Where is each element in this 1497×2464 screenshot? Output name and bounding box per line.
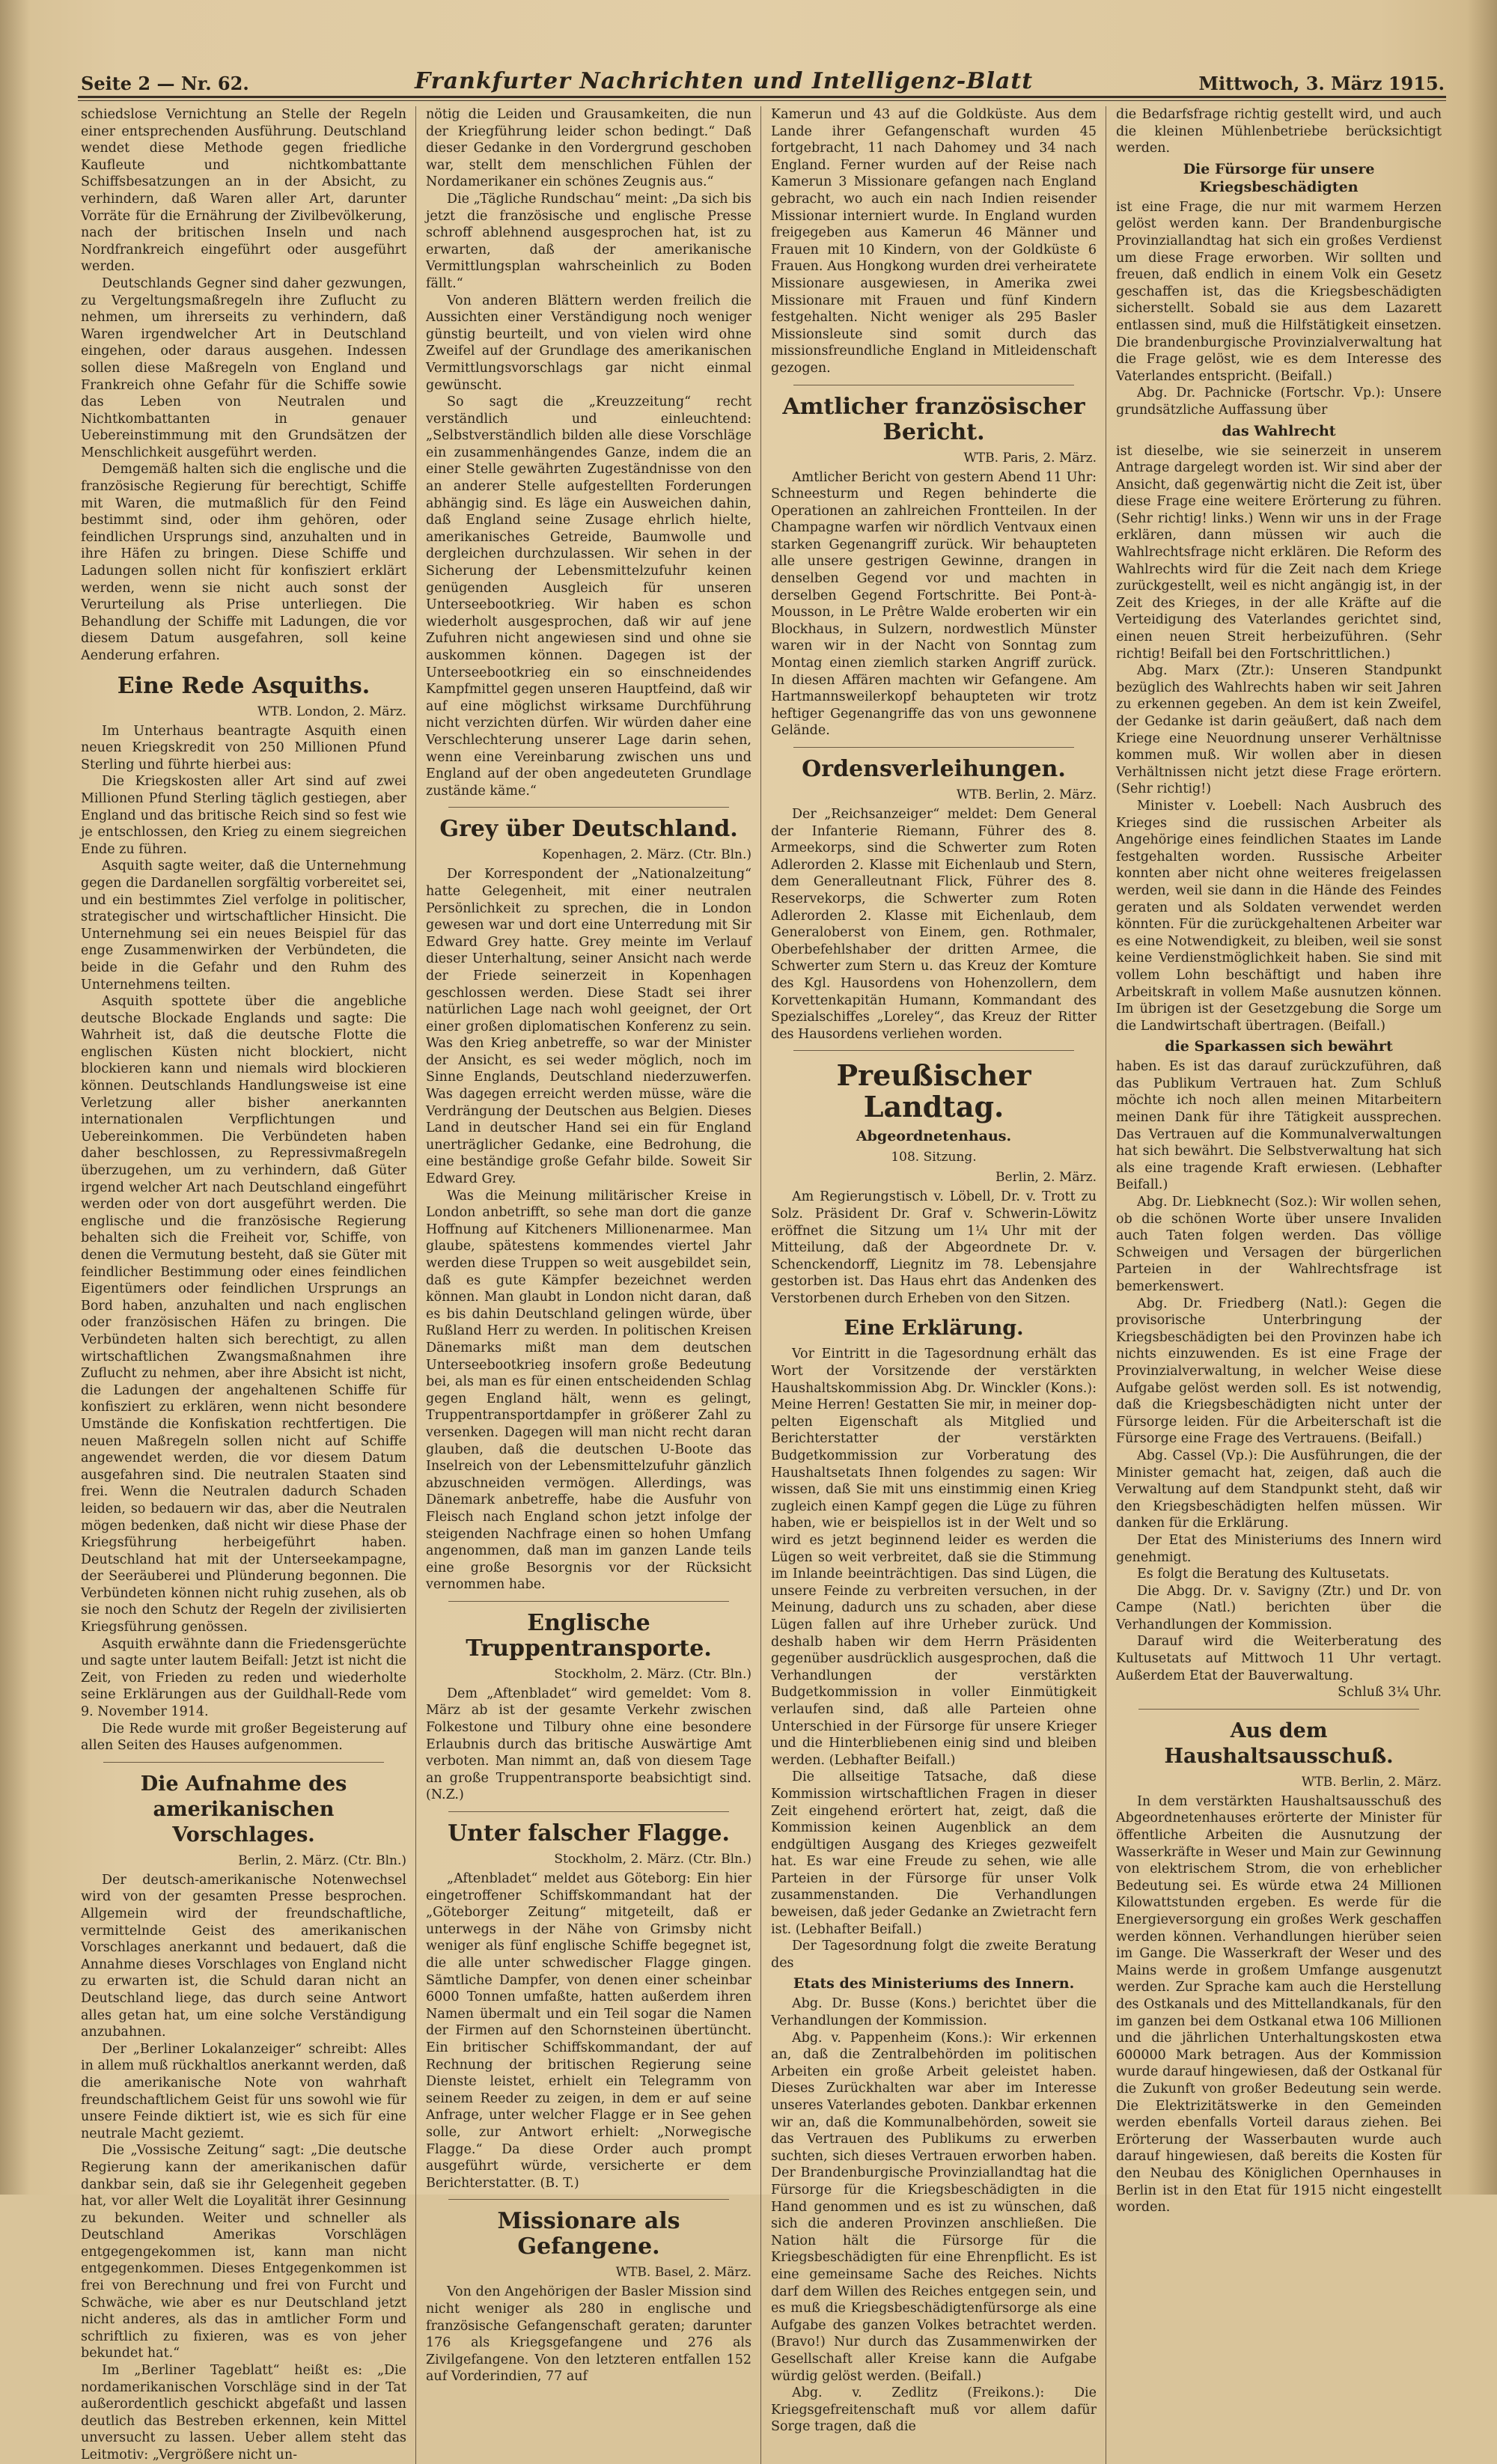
paragraph: „Aftenbladet“ meldet aus Göteborg: Ein hier eingetroffener Schiffskommandant hat der „Göteborger Zeitung“ mitgeteilt, daß er unterwegs in der Nähe von Grimsby nicht weniger als fünf englische Schiffe begegnet ist, die alle unter schwedischer Flagge gingen. Sämtliche Dampfer, von denen einer scheinbar 6000 Tonnen umfaßte, hatten außerdem ihren Namen übermalt und ein Teil sogar die Namen der Firmen auf den Schornsteinen übertüncht. Ein britischer Schiffskommandant, der auf Rechnung der britischen Regierung seine Dienste leistet, erhielt ein Telegramm von seinem Reeder zu zeigen, in dem er auf seine Anfrage, unter welcher Flagge er in See gehen solle, zur Antwort erhielt: „Norwegische Flagge.“ Da diese Order auch prompt ausgeführt würde, versicherte er dem Berichterstatter. (B. T.)	[426, 1871, 751, 2191]
paragraph: Was die Meinung militärischer Kreise in London anbetrifft, so sehe man dort die ganze Hoffnung auf Kitcheners Millionenarmee. Man glaube, spätestens kommendes viertel Jahr werden diese Truppen so weit ausgebildet sein, daß es gute Kämpfer bezeichnet werden können. Man glaubt in London nicht daran, daß es bis dahin Deutschland gelingen würde, über Rußland Herr zu werden. In politischen Kreisen Dänemarks mißt man dem deutschen Unterseebootkrieg insofern große Bedeutung bei, als man es für einen entscheidenden Schlag gegen England hält, wenn es gelingt, Truppentransportdampfer in größerer Zahl zu versenken. Dagegen will man nicht recht daran glauben, daß die deutschen U-Boote das Inselreich von der Lebensmittelzufuhr gänzlich abzuschneiden vermögen. Allerdings, was Dänemark anbetreffe, habe die Ausfuhr von Fleisch nach England schon jetzt infolge der steigenden Nachfrage einen so hohen Umfang angenommen, daß man im ganzen Lande teils eine große Besorgnis vor der Rücksicht vernommen habe.	[426, 1188, 751, 1593]
paragraph: Im „Berliner Tageblatt“ heißt es: „Die nordamerikanischen Vorschläge sind in der Tat außerordentlich geschickt abgefaßt und lassen deutlich das Bestreben erkennen, kein Mittel unversucht zu lassen. Ueber allem steht das Leitmotiv: „Vergrößere nicht un-	[81, 2363, 406, 2463]
dateline: Berlin, 2. März. (Ctr. Bln.)	[238, 1852, 406, 1868]
paragraph: Der „Reichsanzeiger“ meldet: Dem General der Infanterie Riemann, Führer des 8. Armeekorps, sind die Schwerter zum Roten Adlerorden 2. Klasse mit Eichenlaub und Stern, dem Generalleutnant Flick, Führer des 8. Reservekorps, die Schwerter zum Roten Adlerorden 2. Klasse mit Eichenlaub, dem Generaloberst von Einem, gen. Rothmaler, Oberbefehlshaber der dritten Armee, die Schwerter zum Stern u. das Kreuz der Komture des Kgl. Hausordens von Hohenzollern, dem Korvettenkapitän Humann, Kommandant des Spezialschiffes „Loreley“, das Kreuz der Ritter des Hausordens verliehen worden.	[771, 807, 1097, 1042]
page-number: Seite 2 — Nr. 62.	[81, 73, 249, 94]
dateline: Kopenhagen, 2. März. (Ctr. Bln.)	[542, 847, 751, 863]
dateline: WTB. London, 2. März.	[257, 704, 406, 719]
column-4	[1113, 106, 1445, 2464]
paragraph: schiedslose Vernichtung an Stelle der Regeln einer entsprechenden Ausführung. Deutschland wendet diese Methode gegen friedliche Kaufleute und nichtkombattante Schiffsbesatzungen an in der Absicht, zu verhindern, daß Waren aller Art, darunter Vorräte für die Ernährung der Zivilbevölkerung, nach der britischen Inseln und nach Nordfrankreich eingeführt oder ausgeführt werden.	[81, 107, 406, 275]
paragraph: Die „Tägliche Rundschau“ meint: „Da sich bis jetzt die französische und englische Presse schroff ablehnend ausgesprochen hat, ist zu erwarten, daß der amerikanische Vermittlungsplan wahrscheinlich zu Boden fällt.“	[426, 191, 751, 291]
article-heading-grey: Grey über Deutschland.	[439, 816, 738, 843]
paragraph: Amtlicher Bericht von gestern Abend 11 Uhr: Schneesturm und Regen behinderte die Operationen an zahlreichen Frontteilen. In der Champagne warfen wir nördlich Ventvaux einen starken Gegenangriff zurück. Wir behaupteten alle unsere gestrigen Gewinne, drangen in denselben Gegend vor und machten in derselben Gegend Fortschritte. Bei Pont-à-Mousson, in Le Prêtre Walde eroberten wir ein Blockhaus, in Sulzern, nordwestlich Münster waren wir in der Nacht von Sonntag zum Montag einen ziemlich starken Angriff zurück. In diesen Affären machten wir Gefangene. Am Hartmannsweilerkopf behaupteten wir trotz heftiger Gegenangriffe das von uns gewonnene Gelände.	[771, 469, 1097, 739]
paragraph: die Bedarfsfrage richtig gestellt wird, und auch die kleinen Mühlenbetriebe berücksichtigt werden.	[1116, 107, 1442, 156]
article-separator	[448, 1601, 729, 1602]
dateline: Stockholm, 2. März. (Ctr. Bln.)	[554, 1852, 751, 1867]
paragraph: haben. Es ist das darauf zurückzuführen, daß das Publikum Vertrauen hat. Zum Schluß möchte ich noch allen meinen Mitarbeitern meinen Dank für ihre Tätigkeit aussprechen. Das Vertrauen auf die Kommunalverwaltungen hat sich bewährt. Die Selbstverwaltung hat sich als eine tragende Kraft erwiesen. (Lebhafter Beifall.)	[1116, 1059, 1442, 1193]
paragraph: In dem verstärkten Haushaltsausschuß des Abgeordnetenhauses erörterte der Minister für öffentliche Arbeiten die Ausnutzung der Wasserkräfte in Weser und Main zur Gewinnung von elektrischem Strom, die von erheblicher Bedeutung sei. Es würde etwa 24 Millionen Kilowattstunden ergeben. Es werde für die Energieversorgung ein großes Werk geschaffen werden können. Verhandlungen hierüber seien im Gange. Die Wasserkraft der Weser und des Mains werde in großem Umfange ausgenutzt werden. Zur Sprache kam auch die Herstellung des Ostkanals und des Mittellandkanals, für den im ganzen bei dem Ostkanal etwa 106 Millionen und die jährlichen Unterhaltungskosten etwa 600000 Mark betragen. Aus der Kommission wurde darauf hingewiesen, daß der Ostkanal für die Zukunft von großer Bedeutung sein werde. Die Elektrizitätswerke in den Gemeinden werden ebenfalls Vorteil daraus ziehen. Bei Erörterung der Wasserbauten wurde auch darauf hingewiesen, daß bereits die Kosten für den Neubau des Königlichen Opernhauses in Berlin ist in den Etat für 1915 nicht eingestellt worden.	[1116, 1793, 1442, 2216]
paragraph: Am Regierungstisch v. Löbell, Dr. v. Trott zu Solz. Präsident Dr. Graf v. Schwerin-Löwitz eröffnet die Sitzung um 1¼ Uhr mit der Mitteilung, daß der Abgeordnete Dr. v. Schenckendorff, Liegnitz im 78. Lebensjahre gestorben ist. Das Haus ehrt das Andenken des Verstorbenen durch Erheben von den Sitzen.	[771, 1189, 1097, 1306]
article-heading-budget-committee: Aus dem Haushaltsausschuß.	[1164, 1719, 1394, 1768]
article-heading-asquith: Eine Rede Asquiths.	[117, 672, 371, 699]
paragraph: Abg. Cassel (Vp.): Die Ausführungen, die der Minister gemacht hat, zeigen, daß auch die Verwaltung auf dem Standpunkt steht, daß wir den Kriegsbeschädigten helfen müssen. Wir danken für die Erklärung.	[1116, 1448, 1442, 1531]
dateline: WTB. Berlin, 2. März.	[956, 787, 1097, 802]
paragraph: Schluß 3¼ Uhr.	[1338, 1685, 1442, 1701]
masthead	[81, 64, 1445, 94]
paragraph: Abg. v. Pappenheim (Kons.): Wir erkennen an, daß die Zentralbehörden im politischen Arbeiten ein große Arbeit geleistet haben. Dieses Zurückhalten war aber im Interesse unseres Vaterlandes geboten. Dankbar erkennen wir an, daß die Kommunalbehörden, soweit sie das Vertrauen des Publikums zu erwerben suchten, sich dieses Vertrauen erworben haben. Der Brandenburgische Provinziallandtag hat die Fürsorge für die Kriegsbeschädigten in die Hand genommen und es ist zu wünschen, daß sich die anderen Provinzen anschließen. Die Nation hält die Fürsorge für die Kriegsbeschädigten für eine Ehrenpflicht. Es ist eine gemeinsame Sache des Reiches. Nichts darf dem Willen des Reiches entgegen sein, und es muß die Kriegsbeschädigtenfürsorge als eine Aufgabe des ganzen Volkes betrachtet werden. (Bravo!) Nur durch das Zusammenwirken der Gesellschaft aller Kreise kann die Aufgabe würdig gelöst werden. (Beifall.)	[771, 2030, 1097, 2384]
paragraph: Abg. Marx (Ztr.): Unseren Standpunkt bezüglich des Wahlrechts haben wir seit Jahren zu erkennen gegeben. An dem ist kein Zweifel, der Gedanke ist darin geäußert, daß nach dem Kriege eine Neuordnung unserer Verhältnisse kommen muß. Wir wollen aber in diesen Verhältnissen nicht jetzt diese Frage erörtern. (Sehr richtig!)	[1116, 663, 1442, 797]
section-heading-suffrage: das Wahlrecht	[1222, 422, 1336, 439]
article-heading-missionaries: Missionare als Gefangene.	[497, 2208, 680, 2260]
paragraph: Im Unterhaus beantragte Asquith einen neuen Kriegskredit von 250 Millionen Pfund Sterling und führte hierbei aus:	[81, 723, 406, 772]
section-heading-war-disabled: Die Fürsorge für unsere Kriegsbeschädigten	[1183, 160, 1375, 195]
article-heading-american-proposal: Die Aufnahme des amerikanischen Vorschlages.	[140, 1772, 347, 1847]
article-columns	[78, 106, 1445, 2463]
article-separator	[103, 1762, 384, 1763]
article-separator	[448, 2199, 729, 2200]
paragraph: Der Tagesordnung folgt die zweite Beratung des	[771, 1939, 1097, 1971]
paragraph: Asquith erwähnte dann die Friedensgerüchte und sagte unter lautem Beifall: Jetzt ist nicht die Zeit, von Frieden zu reden und wiederholte seine Erklärungen aus der Guildhall-Rede vom 9. November 1914.	[81, 1636, 406, 1720]
dateline: WTB. Basel, 2. März.	[615, 2265, 751, 2281]
paragraph: Es folgt die Beratung des Kultusetats.	[1137, 1567, 1390, 1582]
article-heading-troop-transports: Englische Truppentransporte.	[466, 1609, 712, 1662]
paragraph: Deutschlands Gegner sind daher gezwungen, zu Vergeltungsmaßregeln ihre Zuflucht zu nehmen, um ihrerseits zu verhindern, daß Waren irgendwelcher Art in Deutschland eingehen, oder daraus ausgehen. Indessen sollen diese Maßregeln von England und Frankreich ohne Gefahr für die Schiffe sowie das Leben von Neutralen und Nichtkombattanten in genauer Uebereinstimmung mit den Grundsätzen der Menschlichkeit ausgeführt werden.	[81, 275, 406, 460]
paragraph: Darauf wird die Weiterberatung des Kultusetats auf Mittwoch 11 Uhr vertagt. Außerdem Etat der Bauverwaltung.	[1116, 1634, 1442, 1683]
subheading: Abgeordnetenhaus.	[856, 1128, 1012, 1145]
paragraph: Abg. Dr. Pachnicke (Fortschr. Vp.): Unsere grundsätzliche Auffassung über	[1116, 385, 1442, 418]
paragraph: Der „Berliner Lokalanzeiger“ schreibt: Alles in allem muß rückhaltlos anerkannt werden, daß die amerikanische Note von wahrhaft freundschaftlichem Geist für uns sowohl wie für unsere Feinde diktiert ist, wie es sich für eine neutrale Macht geziemt.	[81, 2041, 406, 2141]
column-2	[423, 106, 754, 2464]
paragraph: nötig die Leiden und Grausamkeiten, die nun der Kriegführung leider schon bedingt.“ Daß dieser Gedanke in den Vordergrund geschoben war, stellt dem menschlichen Fühlen der Nordamerikaner ein schönes Zeugnis aus.“	[426, 107, 751, 190]
paragraph: ist eine Frage, die nur mit warmem Herzen gelöst werden kann. Der Brandenburgische Provinziallandtag hat sich ein großes Verdienst um diese Frage erworben. Wir sollten und freuen, daß endlich in einem Volk ein Gesetz geschaffen ist, das die Kriegsbeschädigten sicherstellt. Sobald sie aus dem Lazarett entlassen sind, muß die Hilfstätigkeit einsetzen. Die brandenburgische Provinzialverwaltung hat die Frage gelöst, wie es dem Interesse des Vaterlandes entspricht. (Beifall.)	[1116, 199, 1442, 384]
paragraph: Vor Eintritt in die Tagesordnung erhält das Wort der Vorsitzende der verstärkten Haushaltskommission Abg. Dr. Winckler (Kons.): Meine Herren! Gestatten Sie mir, in meiner dop- pelten Eigenschaft als Mitglied und Berichterstatter der verstärkten Budgetkommission zur Vorberatung des Haushaltsetats Ihnen folgendes zu sagen: Wir wissen, daß Sie mit uns einstimmig einen Krieg zugleich einen Kampf gegen die Lüge zu führen haben, wie er beispiellos ist in der Welt und so wird es jetzt beginnend leider es werden die Lügen so weit verbreitet, daß sie die Stimmung im Inlande beeinträchtigen. Das sind Lügen, die unsere Feinde zu verbreiten versuchen, in der Meinung, dadurch uns zu schaden, aber diese Lügen fallen auf ihre Urheber zurück. Und deshalb haben wir dem Herrn Präsidenten gegenüber ausdrücklich ausgesprochen, daß die Verhandlungen der verstärkten Budgetkommission in voller Einmütigkeit verlaufen sind, daß alle Parteien ohne Unterschied in der Fürsorge für unsere Krieger und die Hinterbliebenen einig sind und bleiben werden. (Lebhafter Beifall.)	[771, 1347, 1097, 1768]
paragraph: Abg. v. Zedlitz (Freikons.): Die Kriegsgefreitenschaft muß vor allem dafür Sorge tragen, daß die	[771, 2385, 1097, 2435]
paragraph: Der Etat des Ministeriums des Innern wird genehmigt.	[1116, 1532, 1442, 1565]
article-heading-orders: Ordensverleihungen.	[802, 756, 1066, 782]
paragraph: Minister v. Loebell: Nach Ausbruch des Krieges sind die russischen Arbeiter als Angehörige eines feindlichen Staates im Lande festgehalten worden. Russische Arbeiter konnten aber nicht ohne weiteres freigelassen werden, weil sie dann in die Hände des Feindes geraten und als Soldaten verwendet werden könnten. Für die zurückgehaltenen Arbeiter war es eine Notwendigkeit, zu bleiben, weil sie sonst keine Verdienstmöglichkeit haben. Sie sind mit vollem Lohn beschäftigt und haben ihre Arbeitskraft in vollem Maße ausnutzen können. Im übrigen ist der Gesetzgebung die Sorge um die Landwirtschaft übertragen. (Beifall.)	[1116, 798, 1442, 1034]
paragraph: Der Korrespondent der „Nationalzeitung“ hatte Gelegenheit, mit einer neutralen Persönlichkeit zu sprechen, die in London gewesen war und dort eine Unterredung mit Sir Edward Grey hatte. Grey meinte im Verlauf dieser Unterhaltung, seiner Ansicht nach werde der Friede seinerzeit in Kopenhagen geschlossen werden. Diese Stadt sei ihrer natürlichen Lage nach wohl geeignet, der Ort einer großen diplomatischen Konferenz zu sein. Was den Krieg anbetreffe, so war der Minister der Ansicht, es sei weder möglich, noch im Sinne Englands, Deutschland niederzuwerfen. Was dagegen erreicht werden müsse, wäre die Verdrängung der Deutschen aus Belgien. Dieses Land in deutscher Hand sei ein für England unerträglicher Gedanke, eine Bedrohung, die eine beständige große Gefahr bilde. Soweit Sir Edward Grey.	[426, 867, 751, 1187]
page-edge-shadow-right	[1467, 0, 1497, 2195]
article-separator	[448, 807, 729, 808]
paragraph: Kamerun und 43 auf die Goldküste. Aus dem Lande ihrer Gefangenschaft wurden 45 fortgebracht, 11 nach Dahomey und 34 nach England. Ferner wurden auf der Reise nach Kamerun 3 Missionare gefangen nach England gebracht, wo auch ein nach Indien reisender Missionar interniert wurde. In England wurden freigegeben aus Kamerun 46 Männer und Frauen mit 10 Kindern, von der Goldküste 6 Frauen. Aus Hongkong wurden drei verheiratete Missionare ausgewiesen, in Amerika zwei Missionare mit Frauen und fünf Kindern festgehalten. Nicht weniger als 295 Basler Missionsleute sind somit durch das missionsfreundliche England in Mitleidenschaft gezogen.	[771, 107, 1097, 376]
dateline: WTB. Berlin, 2. März.	[1301, 1774, 1442, 1790]
paragraph: Die Abgg. Dr. v. Savigny (Ztr.) und Dr. von Campe (Natl.) berichten über die Verhandlungen der Kommission.	[1116, 1583, 1442, 1632]
paragraph: Abg. Dr. Friedberg (Natl.): Gegen die provisorische Unterbringung der Kriegsbeschädigten bei den Provinzen habe ich nichts einzuwenden. Es ist eine Frage der Provinzialverwaltung, in welcher Weise diese Aufgabe gelöst werden soll. Es ist notwendig, daß die Kriegsbeschädigten nicht unter der Fürsorge leiden. Für die Arbeiterschaft ist die Fürsorge eine Frage des Vertrauens. (Beifall.)	[1116, 1296, 1442, 1447]
column-3	[768, 106, 1100, 2464]
masthead-rule	[78, 96, 1446, 98]
article-separator	[793, 1050, 1074, 1051]
dateline: Berlin, 2. März.	[996, 1170, 1097, 1186]
column-1	[78, 106, 409, 2464]
issue-date: Mittwoch, 3. März 1915.	[1198, 73, 1445, 94]
paragraph: Demgemäß halten sich die englische und die französische Regierung für berechtigt, Schiffe mit Waren, die mutmaßlich für den Feind bestimmt sind, oder ihm gehören, oder feindlichen Ursprungs sind, anzuhalten und in ihre Häfen zu bringen. Diese Schiffe und Ladungen sollen nicht für konfisziert erklärt werden, wenn sie nicht auch sonst der Verurteilung als Prise unterliegen. Die Behandlung der Schiffe mit Ladungen, die vor diesem Datum ausgefahren, soll keine Aenderung erfahren.	[81, 462, 406, 663]
article-separator	[448, 1811, 729, 1812]
paragraph: Asquith sagte weiter, daß die Unternehmung gegen die Dardanellen sorgfältig vorbereitet sei, und ein bestimmtes Ziel verfolge in politischer, strategischer und wirtschaftlicher Hinsicht. Die Unternehmung sei ein neues Beispiel für das enge Zusammenwirken der Verbündeten, die beide in die Gefahr und den Ruhm des Unternehmens teilten.	[81, 859, 406, 992]
article-heading-false-flag: Unter falscher Flagge.	[448, 1820, 730, 1847]
paragraph: Die Rede wurde mit großer Begeisterung auf allen Seiten des Hauses aufgenommen.	[81, 1721, 406, 1754]
paragraph: Die allseitige Tatsache, daß diese Kommission wirtschaftlichen Fragen in dieser Zeit eingehend erörtert hat, zeigt, daß die Kommission keinen Augenblick an dem endgültigen Ausgang des Krieges gezweifelt hat. Es war eine Freude zu sehen, wie alle Parteien in der Fürsorge für unser Volk zusammenstanden. Die Verhandlungen beweisen, daß jeder Gedanke an Zwietracht fern ist. (Lebhafter Beifall.)	[771, 1769, 1097, 1937]
section-heading-interior: Etats des Ministeriums des Innern.	[793, 1975, 1075, 1992]
paragraph: Asquith spottete über die angebliche deutsche Blockade Englands und sagte: Die Wahrheit ist, daß die deutsche Flotte die englischen Küsten nicht blockiert, nicht blockieren kann und niemals wird blockieren können. Deutschlands Handlungsweise ist eine Verletzung aller bisher anerkannten internationalen Verpflichtungen und Uebereinkommen. Die Verbündeten haben daher beschlossen, zu Repressivmaßregeln überzugehen, um zu verhindern, daß Güter irgend welcher Art nach Deutschland eingeführt werden oder von dort ausgeführt werden. Die englische und die französische Regierung behalten sich die Freiheit vor, Schiffe, von denen die Vermutung besteht, daß sie Güter mit feindlicher Bestimmung oder eines feindlichen Eigentümers oder feindlichen Ursprungs an Bord haben, anzuhalten und nach englischen oder französischen Häfen zu bringen. Die Verbündeten halten sich berechtigt, zu allen wirtschaftlichen Zwangsmaßnahmen ihre Zuflucht zu nehmen, aber ihre Absicht ist nicht, die Ladungen der angehaltenen Schiffe für konfisziert zu erklären, wenn nicht besondere Umstände die Konfiskation rechtfertigen. Die neuen Maßregeln sollen nicht auf Schiffe angewendet werden, die vor diesem Datum ausgefahren sind. Die neutralen Staaten sind frei. Wenn die Neutralen dadurch Schaden leiden, so bedauern wir das, aber die Neutralen mögen bedenken, daß nicht wir diese Phase der Kriegsführung herbeigeführt haben. Deutschland hat mit der Unterseekampagne, der Seeräuberei und Plünderung begonnen. Die Verbündeten können nicht ruhig zusehen, als ob sie noch den Schutz der Regeln der zivilisierten Kriegsführung genössen.	[81, 994, 406, 1635]
session-number: 108. Sitzung.	[891, 1150, 977, 1165]
article-separator	[1138, 1709, 1419, 1710]
article-heading-french-report: Amtlicher französischer Bericht.	[782, 393, 1085, 445]
newspaper-title: Frankfurter Nachrichten und Intelligenz-Blatt	[415, 68, 1034, 94]
paragraph: Dem „Aftenbladet“ wird gemeldet: Vom 8. März ab ist der gesamte Verkehr zwischen Folkestone und Tilbury ohne eine besondere Erlaubnis durch das britische Auswärtige Amt verboten. Man nimmt an, daß von diesem Tage an große Truppentransporte beabsichtigt sind. (N.Z.)	[426, 1686, 751, 1803]
section-heading-declaration: Eine Erklärung.	[844, 1317, 1024, 1341]
article-heading-landtag: Preußischer Landtag.	[836, 1058, 1031, 1124]
paragraph: Von den Angehörigen der Basler Mission sind nicht weniger als 280 in englische und französische Gefangenschaft geraten; darunter 176 als Kriegsgefangene und 276 als Zivilgefangene. Von den letzteren entfallen 152 auf Vorderindien, 77 auf	[426, 2284, 751, 2385]
paragraph: Abg. Dr. Busse (Kons.) berichtet über die Verhandlungen der Kommission.	[771, 1996, 1097, 2029]
paragraph: So sagt die „Kreuzzeitung“ recht verständlich und einleuchtend: „Selbstverständlich bilden alle diese Vorschläge ein zusammenhängendes Ganze, indem die an einer Stelle gewährten Zugeständnisse von den an anderer Stelle aufgestellten Forderungen abhängig sind. Es läge ein Ausweichen dahin, daß England seine Zusage ehrlich hielte, amerikanisches Getreide, Baumwolle und dergleichen durchzulassen. Wir sehen in der Sicherung der Lebensmittelzufuhr keinen genügenden Ausgleich für unseren Unterseebootkrieg. Wir haben es schon wiederholt ausgesprochen, daß wir auf jene Zufuhren nicht angewiesen sind und ohne sie auskommen können. Dagegen ist der Unterseebootkrieg ein so einschneidendes Kampfmittel gegen unseren Hauptfeind, daß wir auf eine möglichst wirksame Durchführung nicht verzichten dürfen. Wir würden daher eine Verschlechterung unserer Lage darin sehen, wenn eine Vereinbarung zwischen uns und England auf der oben angedeuteten Grundlage zustände käme.“	[426, 394, 751, 799]
masthead-rule-thin	[78, 100, 1446, 101]
dateline: WTB. Paris, 2. März.	[963, 450, 1097, 466]
paragraph: Die „Vossische Zeitung“ sagt: „Die deutsche Regierung kann der amerikanischen dafür dankbar sein, daß sie ihr Gelegenheit gegeben hat, vor aller Welt die Loyalität ihrer Gesinnung zu bekunden. Weiter und schneller als Deutschland Amerikas Vorschlägen entgegengekommen ist, kann man nicht entgegenkommen. Dieses Entgegenkommen ist frei von Berechnung und frei von Furcht und Schwäche, wie aber es nur Deutschland jetzt nicht anderes, als das in amtlicher Form und schriftlich zu fixieren, was es von jeher bekundet hat.“	[81, 2143, 406, 2361]
paragraph: Die Kriegskosten aller Art sind auf zwei Millionen Pfund Sterling täglich gestiegen, aber England und das britische Reich sind so fest wie je entschlossen, den Krieg zu einem siegreichen Ende zu führen.	[81, 774, 406, 857]
paragraph: Von anderen Blättern werden freilich die Aussichten einer Verständigung noch weniger günstig beurteilt, und von vielen wird ohne Zweifel auf der Grundlage des amerikanischen Vermittlungsvorschlags gar nicht einmal gewünscht.	[426, 293, 751, 393]
section-heading-savings-banks: die Sparkassen sich bewährt	[1165, 1038, 1393, 1055]
dateline: Stockholm, 2. März. (Ctr. Bln.)	[554, 1666, 751, 1682]
page-edge-shadow-left	[0, 0, 30, 2195]
article-separator	[793, 747, 1074, 748]
paragraph: Abg. Dr. Liebknecht (Soz.): Wir wollen sehen, ob die schönen Worte über unsere Invaliden auch Taten folgen werden. Das völlige Schweigen und Versagen der bürgerlichen Parteien in der Wahlrechtsfrage ist bemerkenswert.	[1116, 1195, 1442, 1294]
paragraph: Der deutsch-amerikanische Notenwechsel wird von der gesamten Presse besprochen. Allgemein wird der freundschaftliche, vermittelnde Geist des amerikanischen Vorschlages anerkannt und bedauert, daß die Annahme dieses Vorschlages von England nicht zu erwarten ist, die Schuld daran nicht an Deutschland liege, das durch seine Antwort alles getan hat, um eine solche Verständigung anzubahnen.	[81, 1872, 406, 2040]
paragraph: ist dieselbe, wie sie seinerzeit in unserem Antrage dargelegt worden ist. Wir sind aber der Ansicht, daß gegenwärtig nicht die Zeit ist, über diese Frage eine weitere Erörterung zu führen. (Sehr richtig! links.) Wenn wir uns in der Frage erklären, dann müssen wir auch die Wahlrechtsfrage nicht erklären. Die Reform des Wahlrechts wird für die Zeit nach dem Kriege zurückgestellt, weil es nicht angängig ist, in der Zeit des Krieges, in der alle Kräfte auf die Verteidigung des Vaterlandes gerichtet sind, einen neuen Streit herbeizuführen. (Sehr richtig! Beifall bei den Fortschrittlichen.)	[1116, 443, 1442, 662]
